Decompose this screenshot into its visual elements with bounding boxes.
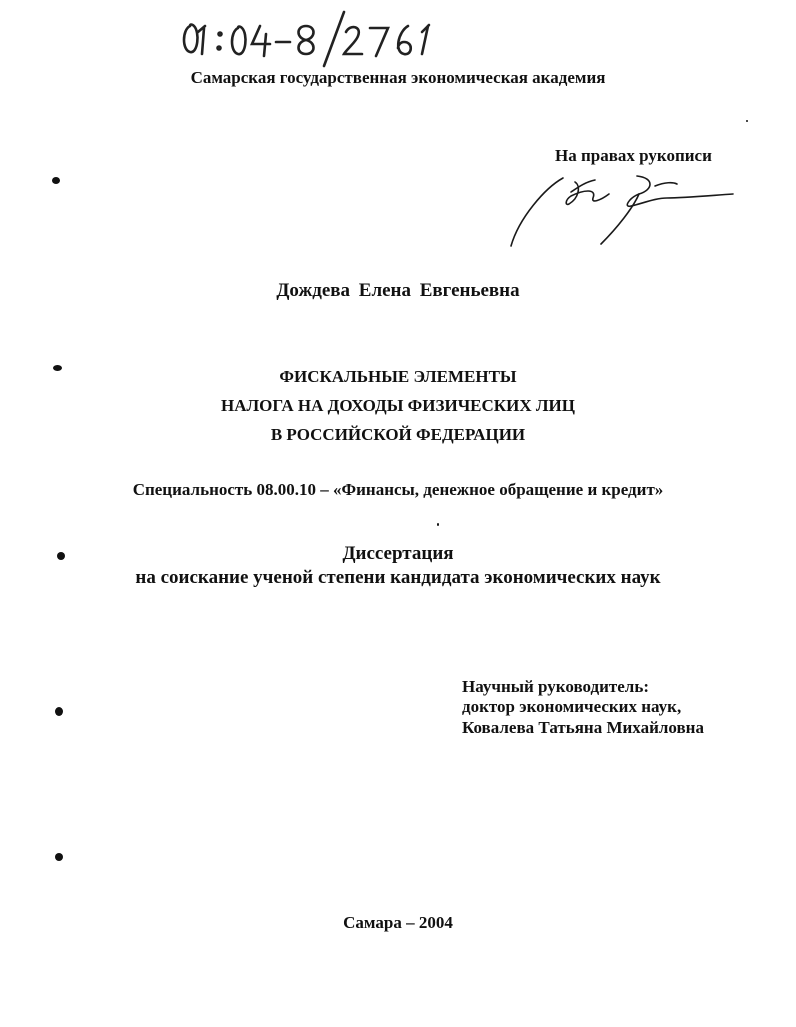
specialty: Специальность 08.00.10 – «Финансы, денежное обращение и кредит» — [132, 480, 664, 499]
supervisor-name: Ковалева Татьяна Михайловна — [462, 718, 704, 737]
scan-speck — [52, 177, 60, 184]
work-type: Диссертация — [342, 543, 454, 564]
handwritten-archive-code — [176, 8, 446, 68]
scan-speck — [437, 523, 439, 526]
author-name: Дождева Елена Евгеньевна — [276, 280, 520, 301]
dissertation-title-line-2: НАЛОГА НА ДОХОДЫ ФИЗИЧЕСКИХ ЛИЦ — [221, 396, 575, 415]
scan-speck — [55, 853, 63, 861]
place-year: Самара – 2004 — [343, 913, 453, 932]
dissertation-title-line-3: В РОССИЙСКОЙ ФЕДЕРАЦИИ — [270, 425, 526, 444]
scan-speck — [746, 120, 748, 122]
supervisor-degree: доктор экономических наук, — [462, 697, 682, 716]
degree-sought: на соискание ученой степени кандидата экономических наук — [135, 567, 661, 588]
scan-speck — [53, 365, 62, 371]
scan-speck — [55, 707, 63, 716]
scan-speck — [57, 552, 65, 560]
supervisor-label: Научный руководитель: — [462, 677, 649, 696]
author-signature — [505, 168, 735, 252]
institution-name: Самарская государственная экономическая академия — [190, 68, 606, 87]
dissertation-title-line-1: ФИСКАЛЬНЫЕ ЭЛЕМЕНТЫ — [279, 367, 517, 386]
rights-note: На правах рукописи — [555, 146, 712, 165]
